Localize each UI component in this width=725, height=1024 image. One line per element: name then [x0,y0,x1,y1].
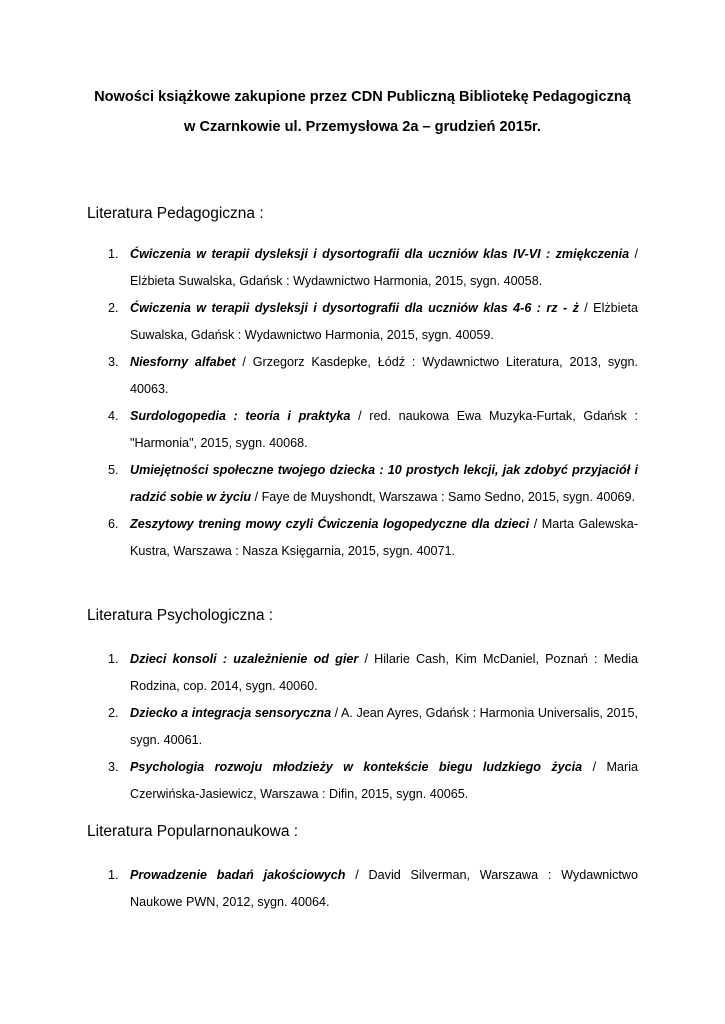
book-title: Psychologia rozwoju młodzieży w kontekście biegu ludzkiego życia [130,760,583,774]
item-number: 1. [108,247,119,261]
book-details: / David Silverman, Warszawa : Wydawnictwo Naukowe PWN, 2012, sygn. 40064. [130,868,638,909]
section-heading-popularnonaukowa: Literatura Popularnonaukowa : [87,823,299,840]
book-title: Dziecko a integracja sensoryczna [130,706,332,720]
book-details: / red. naukowa Ewa Muzyka-Furtak, Gdańsk : "Harmonia", 2015, sygn. 40068. [130,409,639,450]
book-title: Prowadzenie badań jakościowych [130,868,346,882]
section-heading-psychologiczna: Literatura Psychologiczna : [87,607,274,624]
book-title: Umiejętności społeczne twojego dziecka : 10 prostych lekcji, jak zdobyć przyjaciół i radzić sobie w życiu [130,463,638,504]
item-number: 1. [108,652,119,666]
book-details: / Elżbieta Suwalska, Gdańsk : Wydawnictwo Harmonia, 2015, sygn. 40058. [130,247,639,288]
item-number: 5. [108,463,119,477]
item-number: 1. [108,868,119,882]
book-details: / Marta Galewska-Kustra, Warszawa : Nasza Księgarnia, 2015, sygn. 40071. [130,517,638,558]
book-title: Ćwiczenia w terapii dysleksji i dysortografii dla uczniów klas IV-VI : zmiękczenia [130,247,630,261]
list-item [0,241,725,295]
item-number: 3. [108,760,119,774]
list-item [0,700,725,754]
book-title: Zeszytowy trening mowy czyli Ćwiczenia logopedyczne dla dzieci [130,517,530,531]
book-title: Niesforny alfabet [130,355,236,369]
item-number: 4. [108,409,119,423]
book-details: / Elżbieta Suwalska, Gdańsk : Wydawnictwo Harmonia, 2015, sygn. 40059. [130,301,638,342]
list-item [0,457,725,511]
book-details: / Maria Czerwińska-Jasiewicz, Warszawa : Difin, 2015, sygn. 40065. [130,760,638,801]
item-number: 2. [108,706,119,720]
book-details: / Hilarie Cash, Kim McDaniel, Poznań : Media Rodzina, cop. 2014, sygn. 40060. [130,652,638,693]
book-list-popularnonaukowa [0,862,725,916]
book-details: / Grzegorz Kasdepke, Łódź : Wydawnictwo Literatura, 2013, sygn. 40063. [130,355,638,396]
list-item [0,754,725,808]
list-item [0,403,725,457]
list-item [0,511,725,565]
list-item [0,349,725,403]
list-item [0,862,725,916]
item-number: 2. [108,301,119,315]
book-list-pedagogiczna [0,241,725,565]
list-item [0,646,725,700]
book-details: / A. Jean Ayres, Gdańsk : Harmonia Universalis, 2015, sygn. 40061. [130,706,638,747]
document-title-line-2: w Czarnkowie ul. Przemysłowa 2a – grudzień 2015r. [184,119,541,135]
item-number: 6. [108,517,119,531]
book-title: Ćwiczenia w terapii dysleksji i dysortografii dla uczniów klas 4-6 : rz - ż [130,301,579,315]
book-title: Dzieci konsoli : uzależnienie od gier [130,652,359,666]
section-heading-pedagogiczna: Literatura Pedagogiczna : [87,205,264,222]
book-details: / Faye de Muyshondt, Warszawa : Samo Sedno, 2015, sygn. 40069. [251,490,635,504]
item-number: 3. [108,355,119,369]
book-title: Surdologopedia : teoria i praktyka [130,409,351,423]
book-list-psychologiczna [0,646,725,808]
list-item [0,295,725,349]
document-title-line-1: Nowości książkowe zakupione przez CDN Publiczną Bibliotekę Pedagogiczną [94,89,631,105]
